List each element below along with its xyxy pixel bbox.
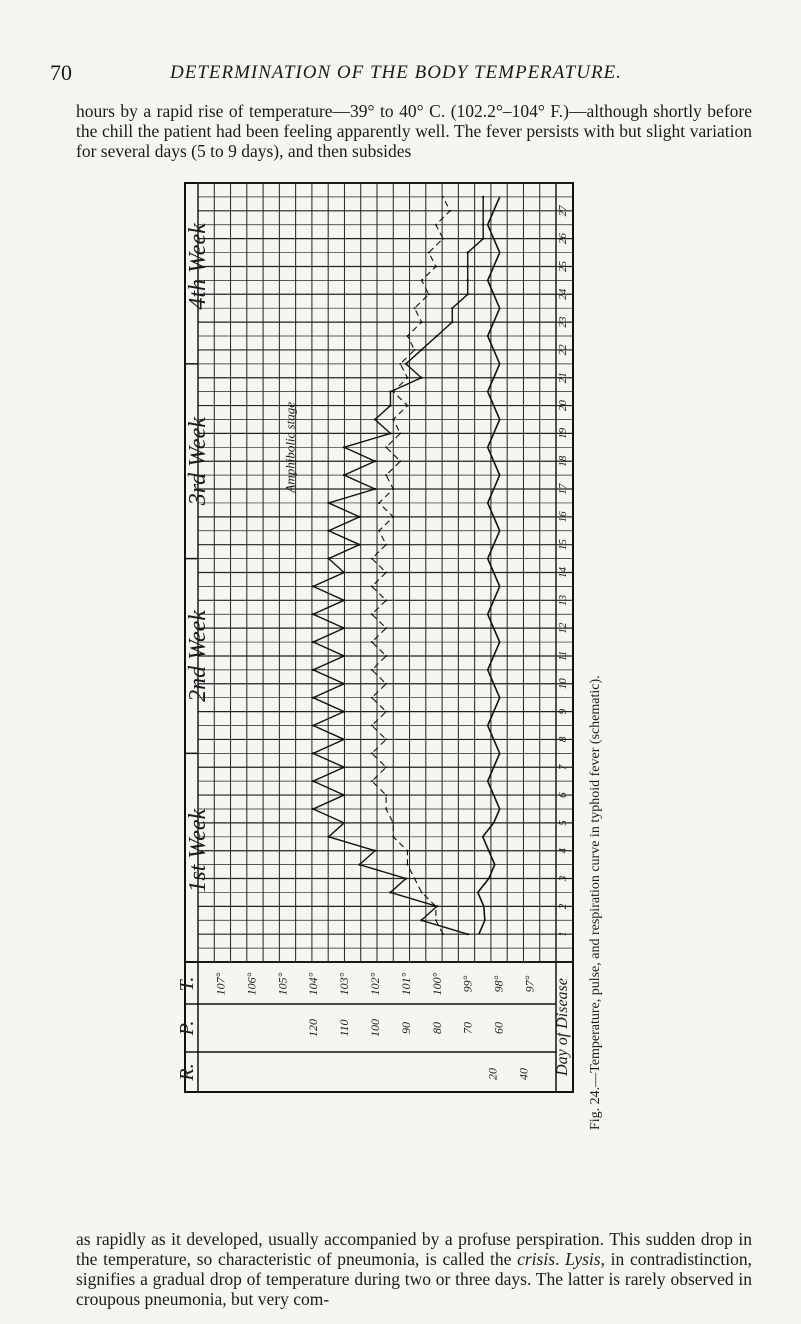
pulse-point — [442, 196, 444, 198]
temperature-point — [420, 919, 422, 921]
week-label: 1st Week — [185, 808, 211, 893]
temperature-point — [327, 530, 329, 532]
day-tick-label: 2 — [557, 903, 569, 910]
pulse-tick-label: 70 — [460, 1022, 475, 1034]
temperature-point — [343, 710, 345, 712]
pulse-point — [371, 752, 373, 754]
pulse-point — [371, 641, 373, 643]
temperature-point — [467, 265, 469, 267]
pulse-point — [428, 252, 430, 254]
pulse-point — [406, 335, 408, 337]
pulse-point — [371, 697, 373, 699]
pulse-point — [399, 363, 401, 365]
day-tick-label: 19 — [557, 427, 569, 439]
pulse-point — [421, 279, 423, 281]
day-tick-label: 6 — [557, 792, 569, 798]
temperature-tick-label: 99° — [460, 975, 475, 993]
pulse-tick-label: 100 — [368, 1019, 382, 1037]
series-respiration-line — [478, 197, 500, 934]
pulse-point — [399, 460, 401, 462]
temperature-tick-label: 97° — [522, 975, 537, 993]
day-tick-label: 8 — [557, 736, 569, 743]
pulse-point — [421, 891, 423, 893]
day-tick-label: 10 — [557, 678, 569, 690]
temperature-point — [420, 377, 422, 379]
temperature-point — [343, 794, 345, 796]
temperature-tick-label: 104° — [306, 972, 321, 996]
temperature-point — [343, 474, 345, 476]
bottom-text-2: . — [555, 1249, 566, 1269]
day-tick-label: 7 — [557, 764, 569, 770]
running-head: DETERMINATION OF THE BODY TEMPERATURE. — [170, 62, 622, 83]
pulse-point — [414, 307, 416, 309]
temperature-point — [312, 752, 314, 754]
temperature-point — [451, 307, 453, 309]
temperature-point — [343, 627, 345, 629]
pulse-point — [385, 474, 387, 476]
day-tick-label: 9 — [557, 708, 569, 715]
row-label-pulse: P. — [176, 1020, 198, 1036]
pulse-point — [406, 377, 408, 379]
temperature-point — [312, 613, 314, 615]
day-tick-label: 25 — [557, 260, 569, 272]
respiration-tick-label: 20 — [485, 1068, 500, 1080]
pulse-point — [442, 933, 444, 935]
pulse-point — [385, 683, 387, 685]
day-tick-label: 23 — [557, 316, 569, 328]
pulse-tick-label: 80 — [429, 1022, 444, 1034]
temperature-tick-label: 101° — [398, 972, 413, 996]
row-label-respiration: R. — [176, 1063, 198, 1081]
temperature-point — [312, 724, 314, 726]
pulse-point — [385, 599, 387, 601]
pulse-point — [399, 432, 401, 434]
pulse-point — [371, 585, 373, 587]
pulse-point — [385, 446, 387, 448]
pulse-point — [414, 349, 416, 351]
temperature-point — [312, 780, 314, 782]
pulse-point — [421, 321, 423, 323]
temperature-point — [420, 349, 422, 351]
pulse-point — [385, 572, 387, 574]
temperature-point — [389, 404, 391, 406]
temperature-point — [389, 390, 391, 392]
pulse-point — [392, 822, 394, 824]
temperature-point — [343, 599, 345, 601]
pulse-point — [385, 808, 387, 810]
temperature-point — [467, 933, 469, 935]
pulse-point — [371, 613, 373, 615]
pulse-point — [435, 224, 437, 226]
pulse-point — [378, 530, 380, 532]
temperature-point — [389, 432, 391, 434]
top-paragraph: hours by a rapid rise of temperature—39° to 40° C. (102.2°–104° F.)—although shortly before the chill the patient had been feeling apparently well. The fever persists with but slight variation for several days (5 to 9 days), and then subsides — [76, 101, 752, 161]
pulse-point — [406, 864, 408, 866]
temperature-point — [405, 363, 407, 365]
temperature-point — [467, 293, 469, 295]
day-tick-label: 1 — [557, 931, 569, 937]
temperature-point — [358, 543, 360, 545]
temperature-point — [374, 418, 376, 420]
pulse-point — [385, 627, 387, 629]
temperature-tick-label: 107° — [213, 972, 228, 996]
temperature-point — [482, 210, 484, 212]
pulse-tick-label: 110 — [337, 1019, 352, 1037]
temperature-point — [374, 850, 376, 852]
pulse-tick-label: 120 — [306, 1019, 321, 1037]
day-tick-label: 21 — [557, 372, 569, 384]
term-crisis: crisis — [517, 1249, 556, 1269]
week-label: 3rd Week — [185, 417, 211, 506]
day-tick-label: 13 — [557, 594, 569, 606]
pulse-point — [392, 418, 394, 420]
chart-frame — [185, 183, 573, 1092]
pulse-point — [392, 488, 394, 490]
pulse-point — [385, 544, 387, 546]
temperature-point — [343, 822, 345, 824]
temperature-point — [312, 669, 314, 671]
temperature-point — [467, 251, 469, 253]
day-tick-label: 15 — [557, 539, 569, 551]
day-tick-label: 4 — [557, 847, 569, 854]
series-temperature-line — [313, 197, 483, 934]
series-pulse-line — [372, 197, 450, 934]
temperature-point — [343, 571, 345, 573]
term-lysis: Lysis — [565, 1249, 601, 1269]
day-tick-label: 11 — [557, 650, 569, 662]
day-axis-label: Day of Disease — [554, 978, 571, 1076]
temperature-point — [374, 488, 376, 490]
pulse-point — [385, 711, 387, 713]
pulse-point — [378, 502, 380, 504]
week-label: 2nd Week — [185, 610, 211, 702]
pulse-point — [392, 516, 394, 518]
temperature-tick-label: 105° — [275, 972, 290, 996]
pulse-point — [428, 293, 430, 295]
temperature-point — [482, 196, 484, 198]
day-tick-label: 18 — [557, 455, 569, 467]
temperature-point — [358, 516, 360, 518]
temperature-point — [451, 321, 453, 323]
temperature-point — [436, 335, 438, 337]
pulse-point — [392, 391, 394, 393]
temperature-point — [358, 863, 360, 865]
row-label-temperature: T. — [176, 976, 198, 992]
temperature-point — [389, 891, 391, 893]
page-number: 70 — [50, 60, 72, 85]
temperature-point — [467, 279, 469, 281]
day-tick-label: 22 — [557, 344, 569, 356]
temperature-point — [343, 738, 345, 740]
temperature-point — [482, 237, 484, 239]
day-tick-label: 3 — [557, 875, 569, 882]
temperature-tick-label: 98° — [491, 975, 506, 993]
temperature-point — [312, 808, 314, 810]
pulse-point — [371, 558, 373, 560]
pulse-point — [449, 210, 451, 212]
day-tick-label: 20 — [557, 400, 569, 412]
week-label: 4th Week — [185, 223, 211, 310]
temperature-point — [343, 446, 345, 448]
pulse-tick-label: 90 — [398, 1022, 413, 1034]
pulse-point — [442, 238, 444, 240]
temperature-point — [312, 696, 314, 698]
pulse-point — [371, 669, 373, 671]
day-tick-label: 5 — [557, 820, 569, 826]
pulse-point — [385, 794, 387, 796]
day-tick-label: 27 — [557, 205, 569, 217]
bottom-text-3: , in contradistinction, signifies a gradual drop of temperature during two or three days. The latter is rarely observed in croupous pneumonia, but very com- — [76, 1249, 752, 1309]
temperature-tick-label: 102° — [368, 972, 382, 996]
temperature-point — [327, 836, 329, 838]
day-tick-label: 14 — [557, 567, 569, 578]
temperature-point — [327, 502, 329, 504]
day-tick-label: 16 — [557, 511, 569, 523]
pulse-tick-label: 60 — [491, 1022, 506, 1034]
pulse-point — [406, 850, 408, 852]
temperature-point — [374, 460, 376, 462]
temperature-point — [327, 557, 329, 559]
respiration-tick-label: 40 — [516, 1068, 531, 1080]
pulse-point — [435, 919, 437, 921]
temperature-point — [343, 683, 345, 685]
pulse-point — [392, 836, 394, 838]
pulse-point — [435, 265, 437, 267]
temperature-point — [312, 641, 314, 643]
bottom-text-1: as rapidly as it developed, usually accompanied by a profuse perspiration. This sudden drop in the temperature, so characteristic of pneumonia, is called the — [76, 1229, 752, 1269]
temperature-tick-label: 106° — [244, 972, 259, 996]
pulse-point — [385, 738, 387, 740]
temperature-tick-label: 103° — [337, 972, 352, 996]
annotation-label: Amphibolic stage — [282, 401, 298, 493]
pulse-point — [435, 905, 437, 907]
pulse-point — [385, 655, 387, 657]
pulse-point — [385, 766, 387, 768]
pulse-point — [406, 405, 408, 407]
temperature-point — [312, 585, 314, 587]
figure-caption: Fig. 24.—Temperature, pulse, and respiration curve in typhoid fever (schematic). — [588, 675, 603, 1130]
pulse-point — [371, 780, 373, 782]
pulse-point — [414, 878, 416, 880]
temperature-point — [482, 224, 484, 226]
day-tick-label: 24 — [557, 288, 569, 300]
temperature-point — [343, 655, 345, 657]
temperature-tick-label: 100° — [429, 972, 444, 996]
pulse-point — [371, 725, 373, 727]
bottom-paragraph — [76, 1229, 752, 1309]
day-tick-label: 17 — [557, 483, 569, 495]
temperature-point — [343, 766, 345, 768]
day-tick-label: 26 — [557, 233, 569, 245]
temperature-point — [405, 877, 407, 879]
day-tick-label: 12 — [557, 622, 569, 634]
